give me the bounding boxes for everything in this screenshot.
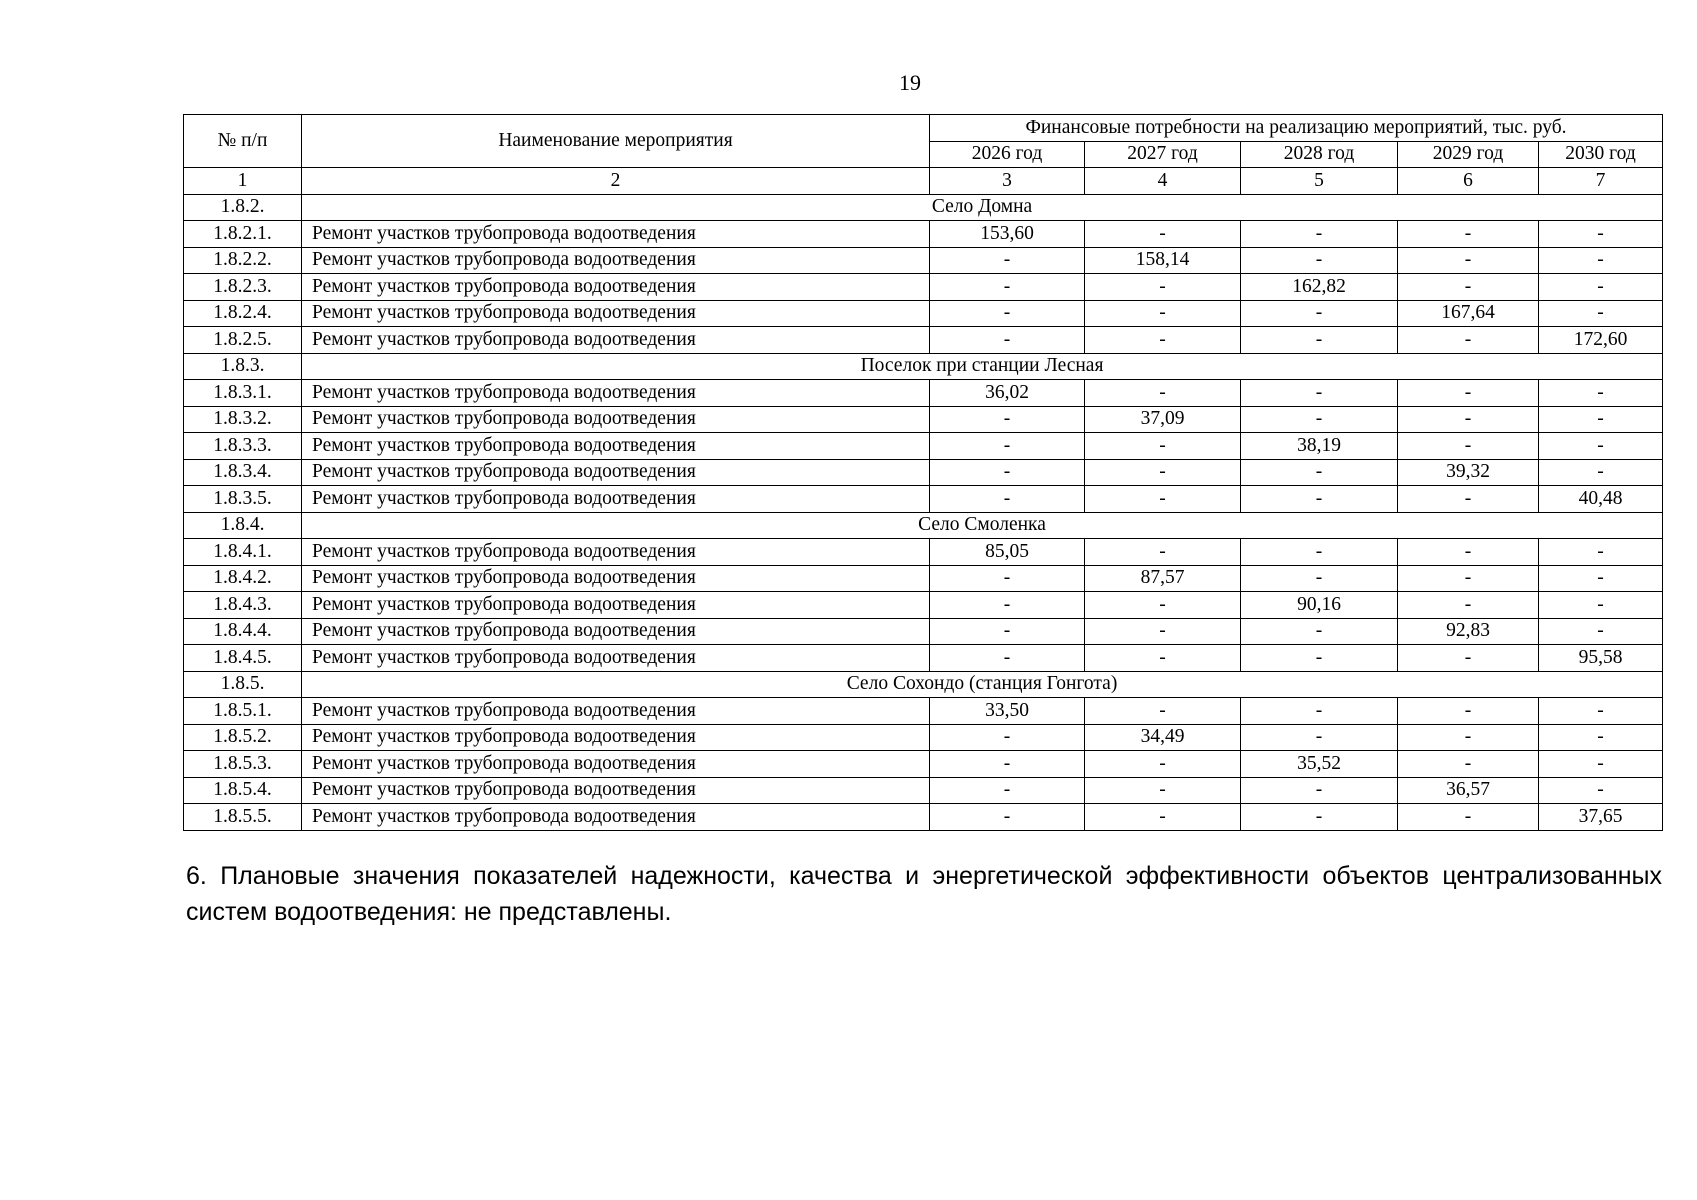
year-value: -: [1241, 804, 1398, 831]
year-value: -: [1398, 247, 1539, 274]
year-value: -: [1241, 618, 1398, 645]
year-value: -: [1539, 221, 1663, 248]
year-value: -: [1085, 300, 1241, 327]
year-value: -: [1539, 618, 1663, 645]
row-number: 1.8.3.5.: [184, 486, 302, 513]
year-value: -: [1539, 433, 1663, 460]
year-value: -: [1241, 221, 1398, 248]
table-row: [184, 300, 1663, 327]
year-value: -: [1539, 565, 1663, 592]
column-number: 7: [1539, 168, 1663, 195]
table-row: [184, 406, 1663, 433]
section-6-text: 6. Плановые значения показателей надежности, качества и энергетической эффективности объектов централизованных систем водоотведения: не представлены.: [186, 862, 1662, 926]
year-value: -: [1241, 300, 1398, 327]
row-number: 1.8.3.2.: [184, 406, 302, 433]
year-value: -: [1398, 327, 1539, 354]
year-value: -: [1398, 380, 1539, 407]
year-value: 33,50: [930, 698, 1085, 725]
group-number: 1.8.2.: [184, 194, 302, 221]
measure-name: Ремонт участков трубопровода водоотведения: [302, 406, 930, 433]
row-number: 1.8.2.5.: [184, 327, 302, 354]
table-row: [184, 459, 1663, 486]
year-value: -: [1398, 221, 1539, 248]
year-value: 37,65: [1539, 804, 1663, 831]
row-number: 1.8.3.4.: [184, 459, 302, 486]
header-financial-needs: Финансовые потребности на реализацию мероприятий, тыс. руб.: [930, 115, 1663, 142]
table-row: [184, 751, 1663, 778]
measure-name: Ремонт участков трубопровода водоотведения: [302, 592, 930, 619]
year-value: 40,48: [1539, 486, 1663, 513]
year-value: -: [1539, 300, 1663, 327]
year-value: -: [1241, 247, 1398, 274]
row-number: 1.8.4.4.: [184, 618, 302, 645]
measure-name: Ремонт участков трубопровода водоотведения: [302, 380, 930, 407]
year-value: -: [1398, 724, 1539, 751]
year-value: -: [1085, 380, 1241, 407]
row-number: 1.8.2.3.: [184, 274, 302, 301]
column-number: 5: [1241, 168, 1398, 195]
year-value: 38,19: [1241, 433, 1398, 460]
measure-name: Ремонт участков трубопровода водоотведения: [302, 459, 930, 486]
measure-name: Ремонт участков трубопровода водоотведения: [302, 274, 930, 301]
year-value: 36,02: [930, 380, 1085, 407]
year-value: -: [930, 724, 1085, 751]
measure-name: Ремонт участков трубопровода водоотведения: [302, 698, 930, 725]
year-value: -: [1241, 565, 1398, 592]
row-number: 1.8.2.4.: [184, 300, 302, 327]
header-year: 2026 год: [930, 141, 1085, 168]
year-value: -: [1539, 380, 1663, 407]
year-value: 158,14: [1085, 247, 1241, 274]
year-value: -: [930, 327, 1085, 354]
header-year: 2029 год: [1398, 141, 1539, 168]
measure-name: Ремонт участков трубопровода водоотведения: [302, 804, 930, 831]
year-value: -: [930, 406, 1085, 433]
year-value: -: [930, 459, 1085, 486]
table-row: [184, 221, 1663, 248]
year-value: -: [1085, 592, 1241, 619]
group-row: [184, 671, 1663, 698]
year-value: -: [1241, 459, 1398, 486]
year-value: 167,64: [1398, 300, 1539, 327]
header-name: Наименование мероприятия: [302, 115, 930, 168]
year-value: -: [1398, 592, 1539, 619]
year-value: -: [1398, 565, 1539, 592]
year-value: -: [930, 777, 1085, 804]
measure-name: Ремонт участков трубопровода водоотведения: [302, 618, 930, 645]
row-number: 1.8.3.3.: [184, 433, 302, 460]
table-body: [184, 194, 1663, 830]
table-row: [184, 592, 1663, 619]
year-value: -: [1241, 645, 1398, 672]
year-value: 162,82: [1241, 274, 1398, 301]
year-value: -: [1539, 459, 1663, 486]
year-value: -: [1085, 539, 1241, 566]
year-value: -: [1241, 406, 1398, 433]
measure-name: Ремонт участков трубопровода водоотведения: [302, 565, 930, 592]
row-number: 1.8.5.3.: [184, 751, 302, 778]
row-number: 1.8.4.1.: [184, 539, 302, 566]
year-value: 87,57: [1085, 565, 1241, 592]
row-number: 1.8.5.4.: [184, 777, 302, 804]
table-row: [184, 247, 1663, 274]
header-year: 2027 год: [1085, 141, 1241, 168]
year-value: -: [1085, 221, 1241, 248]
year-value: -: [1085, 804, 1241, 831]
row-number: 1.8.4.3.: [184, 592, 302, 619]
year-value: 153,60: [930, 221, 1085, 248]
column-number: 6: [1398, 168, 1539, 195]
year-value: 39,32: [1398, 459, 1539, 486]
year-value: 92,83: [1398, 618, 1539, 645]
year-value: -: [930, 804, 1085, 831]
header-year: 2030 год: [1539, 141, 1663, 168]
table-row: [184, 380, 1663, 407]
page-number: 19: [899, 70, 921, 95]
row-number: 1.8.3.1.: [184, 380, 302, 407]
year-value: -: [1539, 592, 1663, 619]
row-number: 1.8.5.5.: [184, 804, 302, 831]
year-value: -: [1539, 247, 1663, 274]
year-value: -: [1241, 724, 1398, 751]
year-value: -: [1085, 645, 1241, 672]
measure-name: Ремонт участков трубопровода водоотведения: [302, 539, 930, 566]
measure-name: Ремонт участков трубопровода водоотведения: [302, 724, 930, 751]
year-value: -: [1241, 698, 1398, 725]
year-value: 36,57: [1398, 777, 1539, 804]
year-value: -: [1398, 539, 1539, 566]
year-value: 35,52: [1241, 751, 1398, 778]
table-row: [184, 645, 1663, 672]
year-value: -: [1085, 433, 1241, 460]
table-row: [184, 565, 1663, 592]
year-value: 34,49: [1085, 724, 1241, 751]
measure-name: Ремонт участков трубопровода водоотведения: [302, 327, 930, 354]
column-number: 1: [184, 168, 302, 195]
year-value: -: [930, 618, 1085, 645]
year-value: -: [930, 247, 1085, 274]
year-value: -: [1539, 698, 1663, 725]
year-value: -: [1398, 433, 1539, 460]
group-title: Поселок при станции Лесная: [302, 353, 1663, 380]
year-value: 172,60: [1539, 327, 1663, 354]
group-row: [184, 194, 1663, 221]
group-row: [184, 512, 1663, 539]
row-number: 1.8.4.2.: [184, 565, 302, 592]
row-number: 1.8.4.5.: [184, 645, 302, 672]
table-row: [184, 274, 1663, 301]
year-value: -: [1241, 327, 1398, 354]
table-row: [184, 433, 1663, 460]
row-number: 1.8.5.1.: [184, 698, 302, 725]
year-value: -: [930, 751, 1085, 778]
year-value: -: [1085, 777, 1241, 804]
financial-needs-table: [183, 114, 1663, 831]
year-value: -: [1539, 274, 1663, 301]
year-value: -: [1241, 777, 1398, 804]
table-row: [184, 777, 1663, 804]
header-year: 2028 год: [1241, 141, 1398, 168]
table-row: [184, 486, 1663, 513]
column-number: 2: [302, 168, 930, 195]
header-num: № п/п: [184, 115, 302, 168]
year-value: -: [930, 300, 1085, 327]
year-value: -: [1085, 751, 1241, 778]
year-value: -: [930, 565, 1085, 592]
year-value: -: [1085, 698, 1241, 725]
row-number: 1.8.5.2.: [184, 724, 302, 751]
table-row: [184, 539, 1663, 566]
year-value: -: [1398, 698, 1539, 725]
year-value: -: [1539, 724, 1663, 751]
row-number: 1.8.2.1.: [184, 221, 302, 248]
table-row: [184, 618, 1663, 645]
group-number: 1.8.4.: [184, 512, 302, 539]
group-number: 1.8.3.: [184, 353, 302, 380]
table-row: [184, 698, 1663, 725]
measure-name: Ремонт участков трубопровода водоотведения: [302, 486, 930, 513]
year-value: -: [1241, 486, 1398, 513]
measure-name: Ремонт участков трубопровода водоотведения: [302, 221, 930, 248]
measure-name: Ремонт участков трубопровода водоотведения: [302, 247, 930, 274]
year-value: -: [1398, 645, 1539, 672]
column-number: 3: [930, 168, 1085, 195]
year-value: -: [1085, 618, 1241, 645]
year-value: -: [1398, 804, 1539, 831]
measure-name: Ремонт участков трубопровода водоотведения: [302, 777, 930, 804]
year-value: -: [930, 486, 1085, 513]
year-value: -: [1398, 751, 1539, 778]
measure-name: Ремонт участков трубопровода водоотведения: [302, 433, 930, 460]
year-value: -: [1085, 459, 1241, 486]
year-value: 95,58: [1539, 645, 1663, 672]
year-value: -: [1539, 539, 1663, 566]
year-value: -: [930, 274, 1085, 301]
year-value: 90,16: [1241, 592, 1398, 619]
year-value: -: [1085, 327, 1241, 354]
table-row: [184, 327, 1663, 354]
year-value: -: [930, 645, 1085, 672]
year-value: -: [1241, 380, 1398, 407]
group-title: Село Смоленка: [302, 512, 1663, 539]
group-title: Село Сохондо (станция Гонгота): [302, 671, 1663, 698]
measure-name: Ремонт участков трубопровода водоотведения: [302, 645, 930, 672]
column-number: 4: [1085, 168, 1241, 195]
year-value: -: [1241, 539, 1398, 566]
year-value: 85,05: [930, 539, 1085, 566]
year-value: -: [1539, 751, 1663, 778]
measure-name: Ремонт участков трубопровода водоотведения: [302, 300, 930, 327]
group-row: [184, 353, 1663, 380]
year-value: -: [1398, 486, 1539, 513]
group-number: 1.8.5.: [184, 671, 302, 698]
measure-name: Ремонт участков трубопровода водоотведения: [302, 751, 930, 778]
row-number: 1.8.2.2.: [184, 247, 302, 274]
year-value: 37,09: [1085, 406, 1241, 433]
year-value: -: [1085, 486, 1241, 513]
table-row: [184, 804, 1663, 831]
year-value: -: [930, 592, 1085, 619]
year-value: -: [1398, 274, 1539, 301]
year-value: -: [1085, 274, 1241, 301]
year-value: -: [930, 433, 1085, 460]
year-value: -: [1398, 406, 1539, 433]
table-row: [184, 724, 1663, 751]
year-value: -: [1539, 777, 1663, 804]
year-value: -: [1539, 406, 1663, 433]
group-title: Село Домна: [302, 194, 1663, 221]
